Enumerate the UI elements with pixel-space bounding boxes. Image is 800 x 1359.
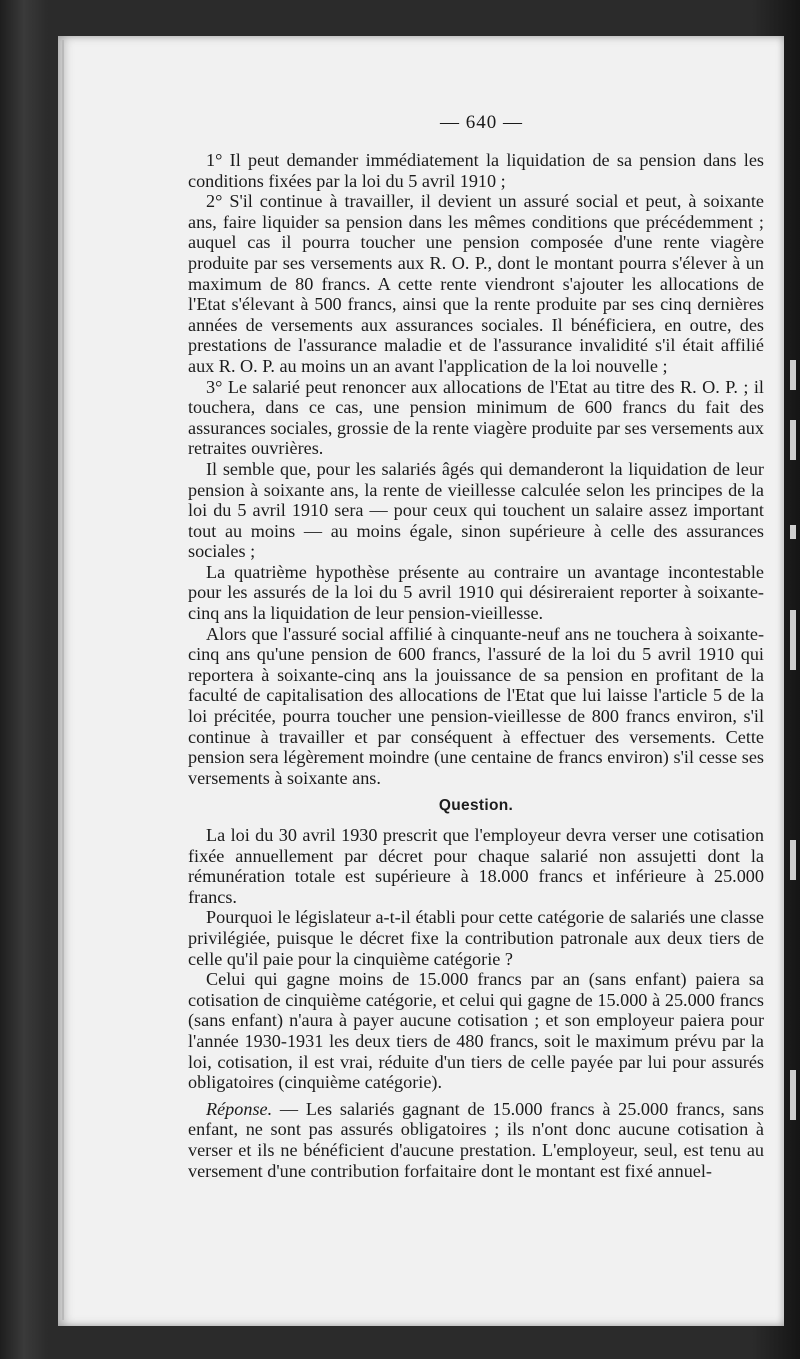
- paragraph-1: 1° Il peut demander immédiatement la liquidation de sa pension dans les conditions fixées par la loi du 5 avril 1910 ;: [188, 150, 764, 191]
- adjacent-page-edge: [786, 0, 800, 1359]
- paragraph-5: La quatrième hypothèse présente au contraire un avantage incontestable pour les assurés de la loi du 5 avril 1910 qui désireraient reporter à soixante-cinq ans la liquidation de leur pension-vieillesse.: [188, 561, 764, 624]
- paragraph-2: 2° S'il continue à travailler, il devient un assuré social et peut, à soixante ans, faire liquider sa pension dans les mêmes conditions que précédemment ; auquel cas il pourra toucher une pension composée d'une rente viagère produite par ses versements aux R. O. P., dont le montant pourra s'élever à un maximum de 80 francs. A cette rente viendront s'ajouter les allocations de l'Etat s'élevant à 500 francs, ainsi que la rente produite par ses cinq dernières années de versements aux assurances sociales. Il bénéficiera, en outre, des prestations de l'assurance maladie et de l'assurance invalidité s'il était affilié aux R. O. P. au moins un an avant l'application de la loi nouvelle ;: [188, 191, 764, 376]
- edge-mark: [790, 525, 796, 539]
- paragraph-3: 3° Le salarié peut renoncer aux allocations de l'Etat au titre des R. O. P. ; il touchera, dans ce cas, une pension minimum de 600 francs du fait des assurances sociales, grossie de la rente viagère produite par ses versements aux retraites ouvrières.: [188, 376, 764, 459]
- paragraph-6: Alors que l'assuré social affilié à cinquante-neuf ans ne touchera à soixante-cinq ans qu'une pension de 600 francs, l'assuré de la loi du 5 avril 1910 qui reportera à soixante-cinq ans la jouissance de sa pension en profitant de la faculté de capitalisation des allocations de l'Etat que lui laisse l'article 5 de la loi précitée, pourra toucher une pension-vieillesse de 800 francs environ, s'il continue à travailler et par conséquent à effectuer des versements. Cette pension sera légèrement moindre (une centaine de francs environ) s'il cesse ses versements à soixante ans.: [188, 623, 764, 788]
- question-paragraph-2: Pourquoi le législateur a-t-il établi pour cette catégorie de salariés une classe privilégiée, puisque le décret fixe la contribution patronale aux deux tiers de celle qu'il paie pour la cinquième catégorie ?: [188, 907, 764, 969]
- edge-mark: [790, 1070, 796, 1120]
- edge-mark: [790, 420, 796, 460]
- page-body: [188, 150, 764, 1181]
- edge-mark: [790, 360, 796, 390]
- answer-label: Réponse.: [206, 1098, 273, 1119]
- page-number: — 640 —: [440, 112, 523, 133]
- edge-mark: [790, 840, 796, 880]
- answer-paragraph: [188, 1099, 764, 1181]
- paragraph-4: Il semble que, pour les salariés âgés qui demanderont la liquidation de leur pension à soixante ans, la rente de vieillesse calculée selon les principes de la loi du 5 avril 1910 sera — pour ceux qui touchent un salaire assez important tout au moins — au moins égale, sinon supérieure à celle des assurances sociales ;: [188, 458, 764, 562]
- page-edge-line: [62, 40, 64, 1320]
- section-heading: Question.: [438, 797, 514, 815]
- question-paragraph-1: La loi du 30 avril 1930 prescrit que l'employeur devra verser une cotisation fixée annuellement par décret pour chaque salarié non assujetti dont la rémunération totale est supérieure à 18.000 francs et inférieure à 25.000 francs.: [188, 825, 764, 907]
- edge-mark: [790, 610, 796, 670]
- answer-text: — Les salariés gagnant de 15.000 francs à 25.000 francs, sans enfant, ne sont pas assurés obligatoires ; ils n'ont donc aucune cotisation à verser et ils ne bénéficient d'aucune prestation. L'employeur, seul, est tenu au versement d'une contribution forfaitaire dont le montant est fixé annuel-: [188, 1098, 764, 1181]
- question-paragraph-3: Celui qui gagne moins de 15.000 francs par an (sans enfant) paiera sa cotisation de cinquième catégorie, et celui qui gagne de 15.000 à 25.000 francs (sans enfant) n'aura à payer aucune cotisation ; et son employeur paiera pour l'année 1930-1931 les deux tiers de 480 francs, soit le maximum prévu par la loi, cotisation, il est vrai, réduite d'un tiers de celle payée par lui pour assurés obligatoires (cinquième catégorie).: [188, 969, 764, 1093]
